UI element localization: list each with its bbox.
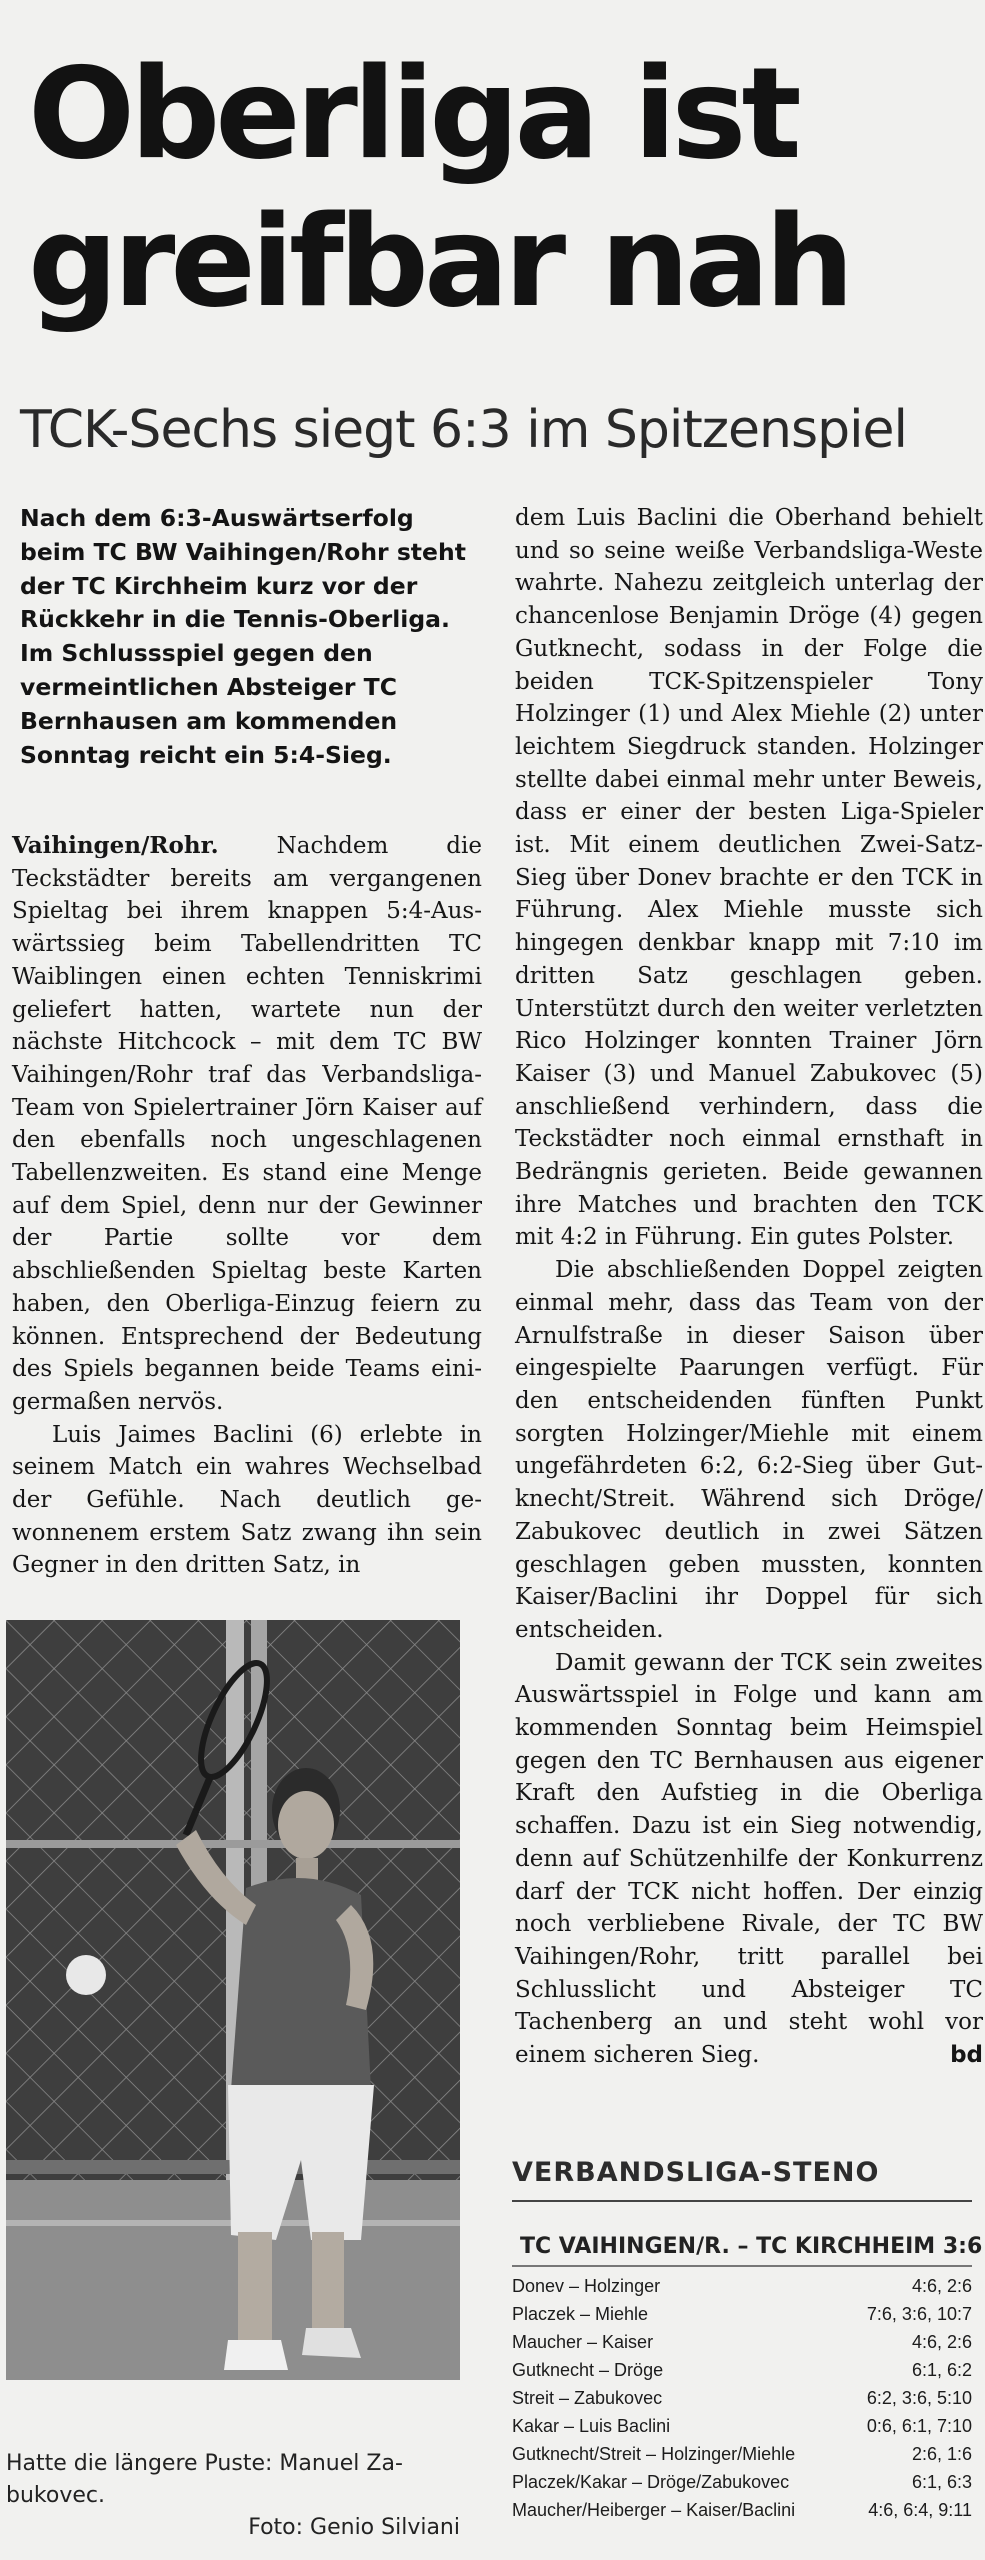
headline: Oberliga ist greifbar nah: [28, 40, 850, 335]
match-divider: [512, 2265, 972, 2267]
result-pairing: Maucher/Heiberger – Kaiser/Baclini: [512, 2500, 796, 2520]
results-list: [512, 2272, 972, 2524]
result-pairing: Maucher – Kaiser: [512, 2332, 654, 2352]
result-pairing: Donev – Holzinger: [512, 2276, 661, 2296]
lead-paragraph: [20, 502, 470, 772]
photo-caption: [6, 2448, 460, 2544]
paragraph-3: dem Luis Baclini die Oberhand behielt und so seine weiße Verbandsliga-Weste wahrte. Nahezu zeitgleich unterlag der chancenlose Benjamin Dröge (4) gegen Gutknecht, sodass in der Folge die beiden TCK-Spitzenspieler Tony Holzinger (1) und Alex Miehle (2) unter leichtem Siegdruck standen. Holzinger stellte dabei einmal mehr unter Beweis, dass er einer der besten Liga-Spieler ist. Mit einem deutlichen Zwei-Satz-Sieg über Donev brachte er den TCK in Führung. Alex Miehle musste sich hingegen denkbar knapp mit 7:10 im dritten Satz geschlagen geben. Unterstützt durch den weiter verletzten Rico Holzinger konnten Trainer Jörn Kaiser (3) und Manuel Zabukovec (5) anschließend verhindern, dass die Teckstädter noch einmal ernsthaft in Bedrängnis gerieten. Beide gewannen ihre Matches und brachten den TCK mit 4:2 in Führung. Ein gutes Polster.: [515, 505, 983, 1251]
lead-text: Nach dem 6:3-Auswärtserfolg beim TC BW Vaihingen/Rohr steht der TC Kirchheim kurz vor der Rückkehr in die Tennis-Oberliga. Im Schlussspiel gegen den vermeintlichen Absteiger TC Bernhausen am kommenden Sonntag reicht ein 5:4-Sieg.: [20, 504, 466, 769]
result-score: 2:6, 1:6: [911, 2444, 972, 2464]
result-score: 4:6, 6:4, 9:11: [868, 2500, 972, 2520]
paragraph-5: [515, 1647, 983, 2072]
tennis-player-image: [6, 1620, 460, 2380]
result-score: 7:6, 3:6, 10:7: [866, 2304, 972, 2324]
paragraph-2: Luis Jaimes Baclini (6) erlebte in seinem Match ein wahres Wechselbad der Gefühle. Nach deutlich gewonnenem erstem Satz zwang ihn sein Gegner in den dritten Satz, in: [12, 1421, 482, 1579]
steno-title: VERBANDSLIGA-STENO: [512, 2157, 880, 2188]
result-row: [512, 2356, 972, 2384]
match-title: TC VAIHINGEN/R. – TC KIRCHHEIM 3:6: [520, 2234, 983, 2259]
result-pairing: Placzek – Miehle: [512, 2304, 649, 2324]
result-row: [512, 2384, 972, 2412]
result-score: 0:6, 6:1, 7:10: [866, 2416, 972, 2436]
result-pairing: Gutknecht/Streit – Holzinger/Miehle: [512, 2444, 796, 2464]
paragraph-1-text: Nachdem die Teckstädter bereits am vergangenen Spieltag bei ihrem knappen 5:4-Auswärtssieg beim Tabellendritten TC Waiblingen einen echten Tenniskrimi geliefert hatten, wartete nun der nächste Hitchcock – mit dem TC BW Vaihingen/Rohr traf das Verbandsliga-Team von Spielertrainer Jörn Kaiser auf den ebenfalls noch ungeschlagenen Tabellenzweiten. Es stand eine Menge auf dem Spiel, denn nur der Gewinner der Partie sollte vor dem abschließenden Spieltag beste Karten haben, den Oberliga-Einzug feiern zu können. Entsprechend der Bedeutung des Spiels begannen beide Teams einigermaßen nervös.: [12, 833, 482, 1415]
match-header: [512, 2234, 983, 2259]
result-row: [512, 2440, 972, 2468]
result-score: 4:6, 2:6: [911, 2332, 972, 2352]
result-row: [512, 2272, 972, 2300]
photo-credit: Foto: Genio Silviani: [248, 2515, 460, 2540]
article-column-right: [515, 502, 983, 2072]
result-score: 4:6, 2:6: [911, 2276, 972, 2296]
tennis-photo: [6, 1620, 460, 2380]
result-row: [512, 2412, 972, 2440]
result-row: [512, 2328, 972, 2356]
paragraph-5-text: Damit gewann der TCK sein zweites Auswärtsspiel in Folge und kann am kommenden Sonntag beim Heimspiel gegen den TC Bernhausen aus eigener Kraft den Aufstieg in die Oberliga schaffen. Dazu ist ein Sieg notwendig, denn auf Schützenhilfe der Konkurrenz darf der TCK nicht hoffen. Der einzig noch verbliebene Rivale, der TC BW Vaihingen/Rohr, tritt parallel bei Schlusslicht und Absteiger TC Tachenberg an und steht wohl vor einem sicheren Sieg.: [515, 1649, 983, 2069]
result-pairing: Streit – Zabukovec: [512, 2388, 663, 2408]
result-pairing: Gutknecht – Dröge: [512, 2360, 664, 2380]
dateline: Vaihingen/Rohr.: [12, 832, 219, 859]
article-column-left: [12, 830, 482, 1582]
steno-divider: [512, 2200, 972, 2202]
paragraph-4: Die abschließenden Doppel zeigten einmal mehr, dass das Team von der Arnulfstraße in dieser Saison über eingespielte Paarungen verfügt. Für den entscheidenden fünften Punkt sorgten Holzinger/Miehle mit einem ungefährdeten 6:2, 6:2-Sieg über Gutknecht/Streit. Während sich Dröge/ Zabukovec deutlich in zwei Sätzen geschlagen geben mussten, konnten Kaiser/Baclini ihr Doppel für sich entscheiden.: [515, 1257, 983, 1643]
result-row: [512, 2496, 972, 2524]
author-signature: bd: [950, 2042, 983, 2069]
result-row: [512, 2300, 972, 2328]
paragraph-1: [12, 830, 482, 1419]
caption-text: Hatte die längere Puste: Manuel Zabukovec.: [6, 2451, 403, 2508]
result-pairing: Placzek/Kakar – Dröge/Zabukovec: [512, 2472, 790, 2492]
subheadline: TCK-Sechs siegt 6:3 im Spitzenspiel: [20, 400, 907, 460]
result-pairing: Kakar – Luis Baclini: [512, 2416, 671, 2436]
result-score: 6:2, 3:6, 5:10: [866, 2388, 972, 2408]
result-score: 6:1, 6:3: [911, 2472, 972, 2492]
result-row: [512, 2468, 972, 2496]
result-score: 6:1, 6:2: [911, 2360, 972, 2380]
